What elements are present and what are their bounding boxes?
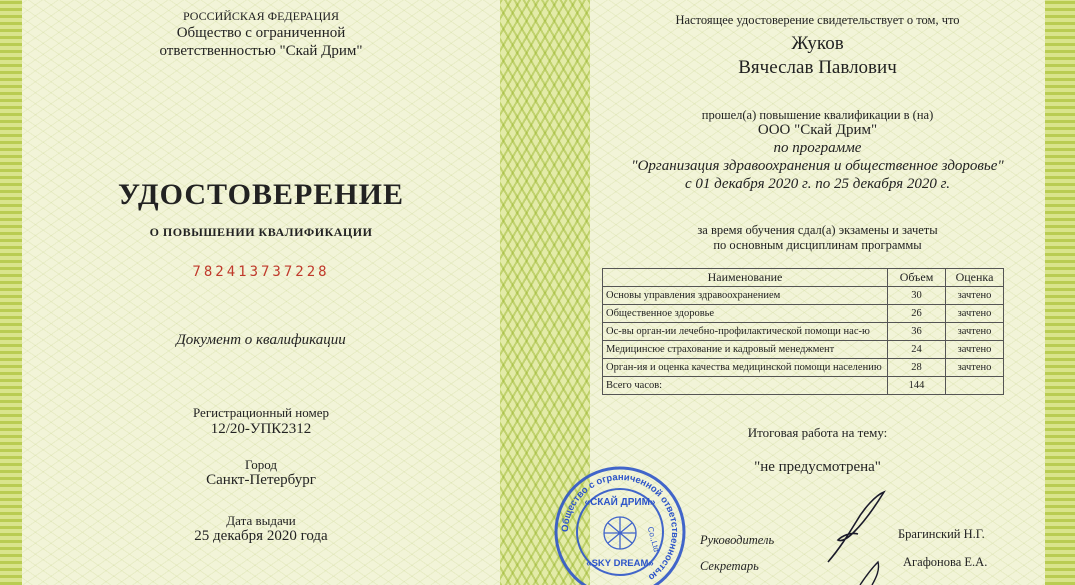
registration-number-value: 12/20-УПК2312 <box>210 421 312 437</box>
exams-line2: по основным дисциплинам программы <box>713 238 922 252</box>
discipline-name: Медицинсюе страхование и кадровый менеджмент <box>603 341 888 359</box>
holder-name: Вячеслав Павлович <box>738 57 897 78</box>
holder-surname: Жуков <box>791 33 844 54</box>
program-name: "Организация здравоохранения и общественное здоровье" <box>631 158 1004 174</box>
discipline-hours: 30 <box>888 287 946 305</box>
by-program-label: по программе <box>773 140 862 156</box>
stamp-side-text: Co.,Ltd <box>645 525 662 553</box>
discipline-grade: зачтено <box>946 287 1004 305</box>
left-panel <box>22 0 500 585</box>
issuer-org-line2: ответственностью "Скай Дрим" <box>159 43 363 59</box>
training-period: с 01 декабря 2020 г. по 25 декабря 2020 г. <box>685 176 950 192</box>
issue-date-label: Дата выдачи <box>226 513 296 528</box>
final-work-label: Итоговая работа на тему: <box>747 425 888 440</box>
table-row <box>603 341 1004 359</box>
left-guilloche-border <box>0 0 22 585</box>
discipline-hours: 28 <box>888 359 946 377</box>
document-subtitle: О ПОВЫШЕНИИ КВАЛИФИКАЦИИ <box>149 225 373 239</box>
discipline-name: Общественное здоровье <box>603 305 888 323</box>
table-row <box>603 305 1004 323</box>
completed-line: прошел(а) повышение квалификации в (на) <box>701 108 934 122</box>
training-org: ООО "Скай Дрим" <box>757 122 878 138</box>
intro-line: Настоящее удостоверение свидетельствует о том, что <box>675 13 960 27</box>
disciplines-table <box>602 268 1004 395</box>
discipline-grade: зачтено <box>946 305 1004 323</box>
city-label: Город <box>244 457 278 472</box>
column-header-name: Наименование <box>603 269 888 287</box>
document-title: УДОСТОВЕРЕНИЕ <box>118 178 404 211</box>
table-row <box>603 359 1004 377</box>
column-header-grade: Оценка <box>946 269 1004 287</box>
column-header-hours: Объем <box>888 269 946 287</box>
table-row <box>603 287 1004 305</box>
country-name: РОССИЙСКАЯ ФЕДЕРАЦИЯ <box>182 9 340 23</box>
discipline-hours: 24 <box>888 341 946 359</box>
right-guilloche-border <box>1045 0 1075 585</box>
discipline-name: Орган-ия и оценка качества медицинской помощи населению <box>603 359 888 377</box>
secretary-name: Агафонова Е.А. <box>903 555 988 569</box>
table-total-row <box>603 377 1004 395</box>
final-work-value: "не предусмотрена" <box>754 459 881 475</box>
discipline-hours: 36 <box>888 323 946 341</box>
issuer-org-line1: Общество с ограниченной <box>176 25 346 41</box>
secretary-label: Секретарь <box>700 559 759 573</box>
discipline-grade: зачтено <box>946 341 1004 359</box>
city-value: Санкт-Петербург <box>206 472 316 488</box>
total-hours-value: 144 <box>888 377 946 395</box>
head-label: Руководитель <box>700 533 775 547</box>
discipline-grade: зачтено <box>946 359 1004 377</box>
head-name: Брагинский Н.Г. <box>898 527 985 541</box>
table-row <box>603 323 1004 341</box>
exams-line1: за время обучения сдал(а) экзамены и зачеты <box>697 223 938 237</box>
total-grade-value <box>946 377 1004 395</box>
document-type: Документ о квалификации <box>176 332 346 348</box>
center-guilloche-band <box>500 0 590 585</box>
issue-date-value: 25 декабря 2020 года <box>194 528 328 544</box>
table-header-row <box>603 269 1004 287</box>
discipline-grade: зачтено <box>946 323 1004 341</box>
right-panel <box>590 0 1045 585</box>
discipline-name: Ос-вы орган-ии лечебно-профилактической помощи нас-ю <box>603 323 888 341</box>
stamp-bottom-text: «SKY DREAM» <box>586 558 654 569</box>
total-hours-label: Всего часов: <box>603 377 888 395</box>
registration-number-label: Регистрационный номер <box>193 405 329 420</box>
stamp-ring-text: Общество с ограниченной ответственностью <box>559 471 681 583</box>
discipline-name: Основы управления здравоохранением <box>603 287 888 305</box>
serial-number: 782413737228 <box>192 264 330 280</box>
stamp-top-text: «СКАЙ ДРИМ» <box>584 497 656 508</box>
discipline-hours: 26 <box>888 305 946 323</box>
